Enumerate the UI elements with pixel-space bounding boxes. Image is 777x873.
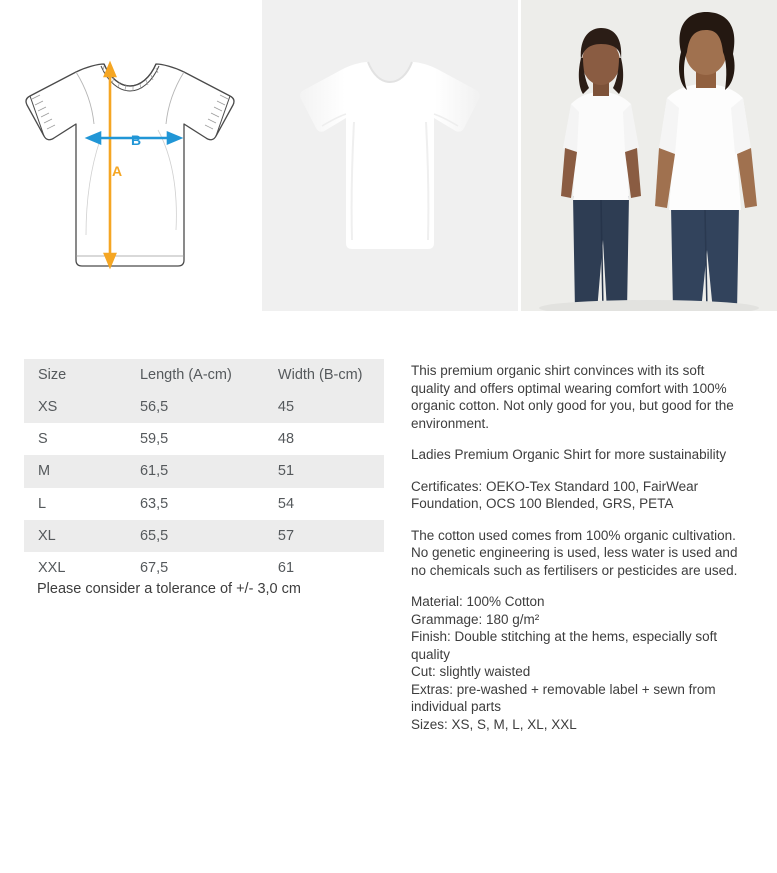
cell-width: 54 bbox=[264, 488, 384, 520]
cell-size: M bbox=[24, 455, 126, 487]
description-cotton bbox=[411, 527, 741, 580]
spec-cut: Cut: slightly waisted bbox=[411, 664, 531, 679]
measurement-diagram bbox=[0, 0, 259, 311]
cell-size: S bbox=[24, 423, 126, 455]
label-b: B bbox=[131, 132, 142, 148]
size-chart-table bbox=[24, 359, 384, 584]
table-row bbox=[24, 552, 384, 584]
cell-size: XXL bbox=[24, 552, 126, 584]
models-photo bbox=[521, 0, 777, 311]
header-size: Size bbox=[24, 359, 126, 391]
cell-size: XL bbox=[24, 520, 126, 552]
spec-sizes: Sizes: XS, S, M, L, XL, XXL bbox=[411, 716, 577, 732]
cell-length: 63,5 bbox=[126, 488, 264, 520]
table-row bbox=[24, 455, 384, 487]
spec-material: Material: 100% Cotton bbox=[411, 594, 545, 609]
header-length: Length (A-cm) bbox=[126, 359, 264, 391]
cell-length: 67,5 bbox=[126, 552, 264, 584]
table-row bbox=[24, 488, 384, 520]
description-product-line: Ladies Premium Organic Shirt for more sustainability bbox=[411, 447, 727, 462]
cell-length: 65,5 bbox=[126, 520, 264, 552]
two-models-photo-icon bbox=[521, 0, 777, 311]
table-header-row bbox=[24, 359, 384, 391]
cell-width: 48 bbox=[264, 423, 384, 455]
tshirt-technical-drawing-icon bbox=[0, 0, 259, 311]
cell-size: XS bbox=[24, 391, 126, 423]
header-width: Width (B-cm) bbox=[264, 359, 384, 391]
product-description bbox=[411, 362, 741, 733]
description-spacer bbox=[411, 579, 741, 593]
tshirt-flat-lay-icon bbox=[262, 0, 518, 311]
table-row bbox=[24, 391, 384, 423]
description-certificates: Certificates: OEKO-Tex Standard 100, FairWear Foundation, OCS 100 Blended, GRS, PETA bbox=[411, 478, 699, 511]
cell-width: 51 bbox=[264, 455, 384, 487]
cell-width: 45 bbox=[264, 391, 384, 423]
description-cotton-line-2: No genetic engineering is used, less water is used and no chemicals such as fertilisers or pesticides are used. bbox=[411, 545, 738, 578]
flat-shirt-photo bbox=[262, 0, 518, 311]
cell-width: 57 bbox=[264, 520, 384, 552]
spec-extras: Extras: pre-washed + removable label + sewn from individual parts bbox=[411, 681, 716, 714]
description-cotton-line-1: The cotton used comes from 100% organic cultivation. bbox=[411, 527, 736, 543]
tolerance-note: Please consider a tolerance of +/- 3,0 cm bbox=[37, 581, 301, 597]
description-intro: This premium organic shirt convinces with its soft quality and offers optimal wearing comfort with 100% organic cotton. Not only good for you, but good for the environment. bbox=[411, 363, 734, 431]
cell-length: 56,5 bbox=[126, 391, 264, 423]
size-chart-body bbox=[24, 391, 384, 584]
spec-grammage: Grammage: 180 g/m² bbox=[411, 611, 540, 627]
cell-width: 61 bbox=[264, 552, 384, 584]
table-row bbox=[24, 423, 384, 455]
size-chart-header bbox=[24, 359, 384, 391]
spec-finish: Finish: Double stitching at the hems, especially soft quality bbox=[411, 629, 718, 662]
description-specs bbox=[411, 593, 741, 733]
product-details-section bbox=[0, 311, 777, 873]
cell-length: 61,5 bbox=[126, 455, 264, 487]
cell-length: 59,5 bbox=[126, 423, 264, 455]
product-image-band bbox=[0, 0, 777, 311]
label-a: A bbox=[112, 163, 123, 179]
cell-size: L bbox=[24, 488, 126, 520]
table-row bbox=[24, 520, 384, 552]
